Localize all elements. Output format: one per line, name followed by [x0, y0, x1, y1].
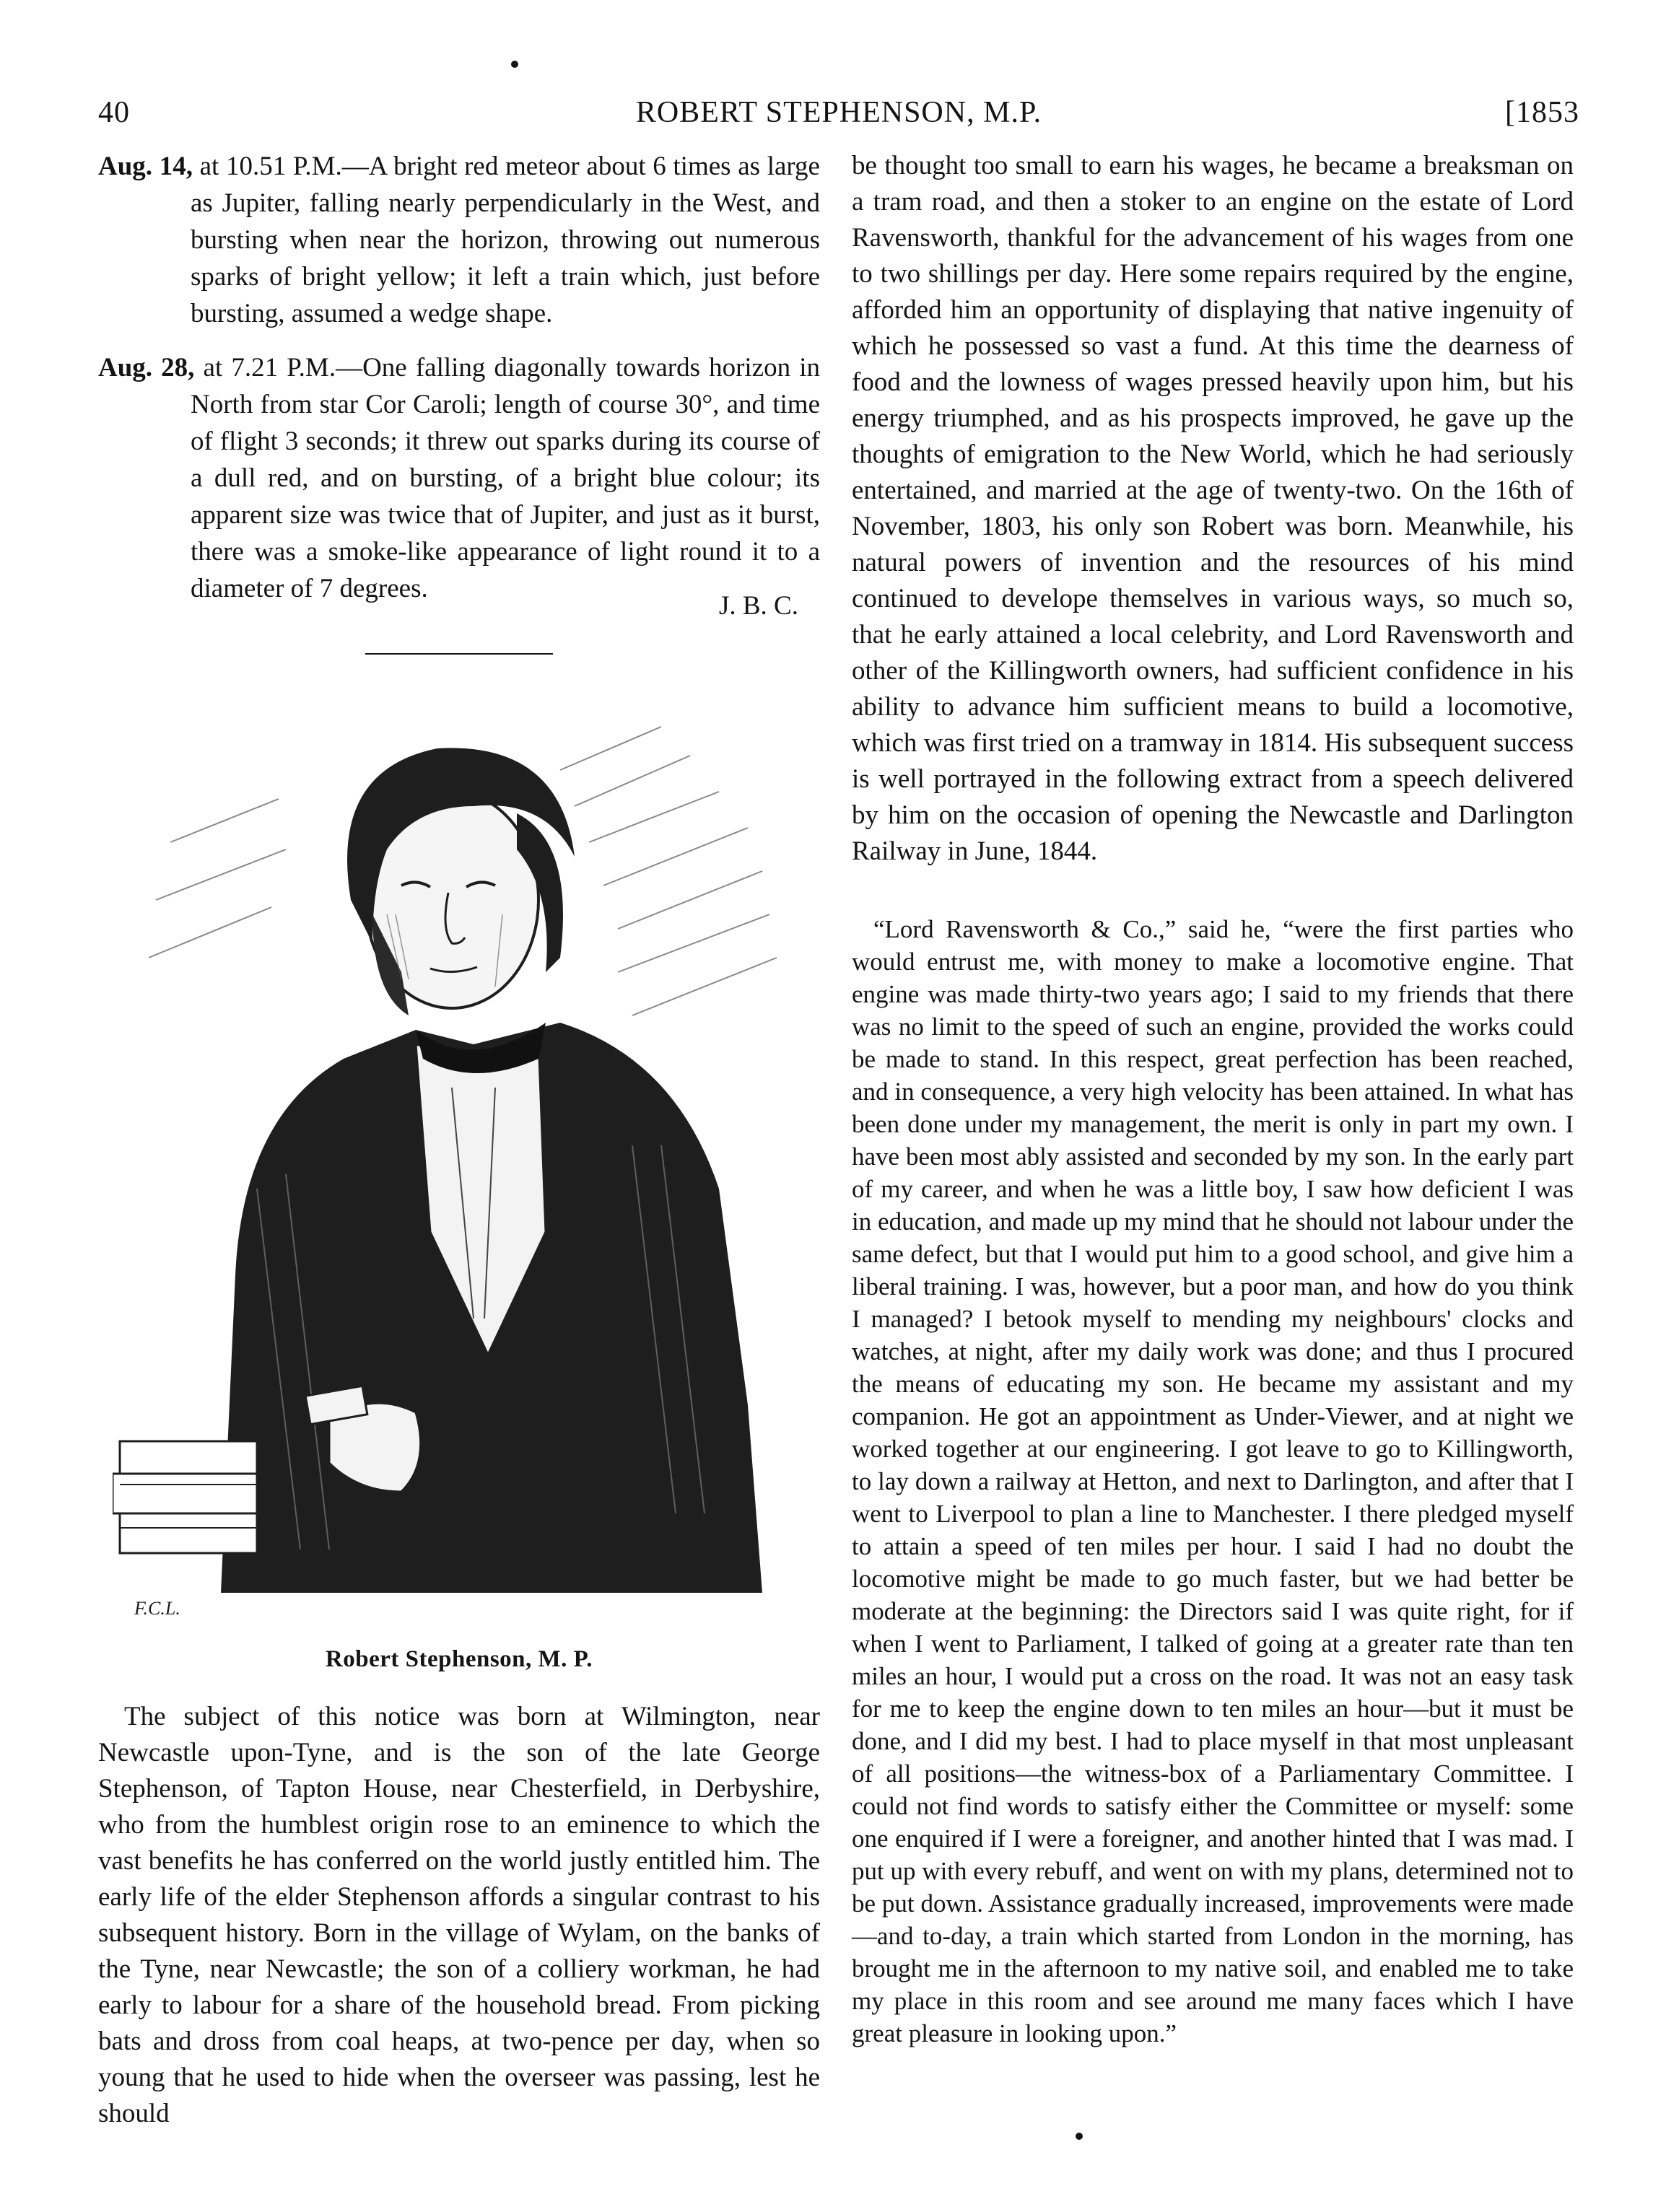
portrait-engraving: [113, 683, 806, 1629]
year-marker: [1853: [1505, 96, 1579, 129]
entry-text: at 10.51 P.M.—A bright red meteor about 6 times as large as Jupiter, falling nearly perpendicularly in the West, and bursting when near the horizon, throwing out numerous sparks of bright yellow; it left a train which, just before bursting, assumed a wedge shape.: [191, 152, 820, 328]
entry-date: Aug. 14,: [98, 152, 193, 181]
right-column: [852, 148, 1574, 2050]
entry-text: at 7.21 P.M.—One falling diagonally towards horizon in North from star Cor Caroli; length of course 30°, and time of flight 3 seconds; it threw out sparks during its course of a dull red, and on bursting, of a bright blue colour; its apparent size was twice that of Jupiter, and just as it burst, there was a smoke-like appearance of light round it to a diameter of 7 degrees.: [191, 353, 820, 603]
biography-continued: be thought too small to earn his wages, he became a breaksman on a tram road, and then a stoker to an engine on the estate of Lord Ravensworth, thankful for the advancement of his wages from one to two shillings per day. Here some repairs required by the engine, afforded him an opportunity of displaying that native ingenuity of which he possessed so vast a fund. At this time the dearness of food and the lowness of wages pressed heavily upon him, but his energy triumphed, and as his prospects improved, he gave up the thoughts of emigration to the New World, which he had seriously entertained, and married at the age of twenty-two. On the 16th of November, 1803, his only son Robert was born. Meanwhile, his natural powers of invention and the resources of his mind continued to develope themselves in various ways, so much so, that he early attained a local celebrity, and Lord Ravensworth and other of the Killingworth owners, had sufficient confidence in his ability to advance him sufficient means to build a locomotive, which was first tried on a tramway in 1814. His subsequent success is well portrayed in the following extract from a speech delivered by him on the occasion of opening the Newcastle and Darlington Railway in June, 1844.: [852, 151, 1574, 866]
portrait-caption: Robert Stephenson, M. P.: [325, 1646, 593, 1672]
running-head: [98, 95, 1579, 139]
page-title: ROBERT STEPHENSON, M.P.: [635, 96, 1042, 129]
author-initials: J. B. C.: [718, 591, 798, 621]
left-column: [98, 148, 820, 2132]
meteor-entry-aug-14: [98, 148, 820, 332]
section-divider: [365, 653, 553, 655]
meteor-entry-aug-28: [98, 349, 820, 607]
speech-extract: “Lord Ravensworth & Co.,” said he, “were the first parties who would entrust me, with money to make a locomotive engine. That engine was made thirty-two years ago; I said to my friends that there was no limit to the speed of such an engine, provided the works could be made to stand. In this respect, great perfection has been reached, and in consequence, a very high velocity has been attained. In what has been done under my management, the merit is only in part my own. I have been most ably assisted and seconded by my son. In the early part of my career, and when he was a little boy, I saw how deficient I was in education, and made up my mind that he should not labour under the same defect, but that I would put him to a good school, and give him a liberal training. I was, however, but a poor man, and how do you think I managed? I betook myself to mending my neighbours' clocks and watches, at night, after my daily work was done; and thus I procured the means of educating my son. He became my assistant and my companion. He got an appointment as Under-Viewer, and at night we worked together at our engineering. I got leave to go to Killingworth, to lay down a railway at Hetton, and next to Darlington, and after that I went to Liverpool to plan a line to Manchester. I there pledged myself to attain a speed of ten miles per hour. I said I had no doubt the locomotive might be made to go much faster, but we had better be moderate at the beginning: the Directors said I was quite right, for if when I went to Parliament, I talked of going at a greater rate than ten miles an hour, I would put a cross on the road. It was not an easy task for me to keep the engine down to ten miles an hour—but it must be done, and I did my best. I had to place myself in that most unpleasant of all positions—the witness-box of a Parliamentary Committee. I could not find words to satisfy either the Committee or myself: some one enquired if I were a foreigner, and another hinted that I was mad. I put up with every rebuff, and went on with my plans, determined not to be put down. Assistance gradually increased, improvements were made—and to-day, a train which started from London in the morning, has brought me in the afternoon to my native soil, and enabled me to take my place in this room and see around me many faces which I have great pleasure in looking upon.”: [852, 915, 1574, 2047]
ink-speck: [511, 61, 518, 68]
ink-speck: [1076, 2133, 1083, 2140]
entry-date: Aug. 28,: [98, 353, 195, 382]
books: [113, 1441, 257, 1553]
engraver-mark: F.C.L.: [134, 1598, 180, 1619]
page-number: 40: [98, 96, 130, 129]
biography-text: The subject of this notice was born at Wilmington, near Newcastle upon-Tyne, and is the son of the late George Stephenson, of Tapton House, near Chesterfield, in Derbyshire, who from the humblest origin rose to an eminence to which the vast benefits he has conferred on the world justly entitled him. The early life of the elder Stephenson affords a singular contrast to his subsequent history. Born in the village of Wylam, on the banks of the Tyne, near Newcastle; the son of a colliery workman, he had early to labour for a share of the household bread. From picking bats and dross from coal heaps, at two-pence per day, when so young that he used to hide when the overseer was passing, lest he should: [98, 1702, 820, 2128]
